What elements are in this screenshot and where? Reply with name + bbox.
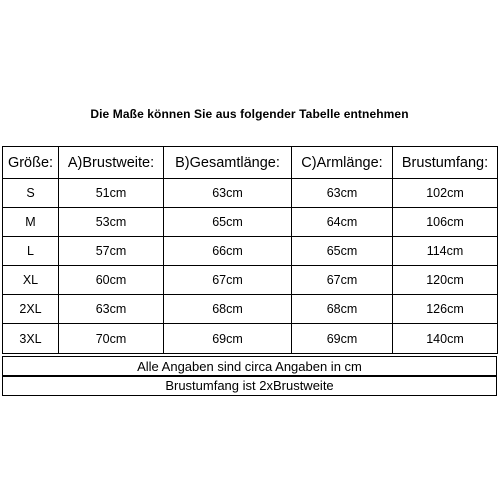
chest-circumference-cell: 120cm bbox=[393, 266, 498, 295]
size-cell: M bbox=[3, 208, 59, 237]
total-length-cell: 69cm bbox=[164, 324, 292, 354]
total-length-cell: 67cm bbox=[164, 266, 292, 295]
note-chest-circumference: Brustumfang ist 2xBrustweite bbox=[3, 376, 497, 396]
header-size: Größe: bbox=[3, 147, 59, 179]
size-cell: 3XL bbox=[3, 324, 59, 354]
total-length-cell: 63cm bbox=[164, 179, 292, 208]
page-title: Die Maße können Sie aus folgender Tabelle entnehmen bbox=[90, 107, 409, 121]
chest-width-cell: 70cm bbox=[59, 324, 164, 354]
total-length-cell: 66cm bbox=[164, 237, 292, 266]
note-chest-box bbox=[2, 375, 497, 396]
header-sleeve-length: C)Armlänge: bbox=[292, 147, 393, 179]
sleeve-length-cell: 64cm bbox=[292, 208, 393, 237]
size-cell: 2XL bbox=[3, 295, 59, 324]
size-cell: L bbox=[3, 237, 59, 266]
chest-width-cell: 57cm bbox=[59, 237, 164, 266]
table-row bbox=[3, 266, 498, 295]
table-row bbox=[3, 295, 498, 324]
chest-circumference-cell: 106cm bbox=[393, 208, 498, 237]
chest-width-cell: 63cm bbox=[59, 295, 164, 324]
sleeve-length-cell: 63cm bbox=[292, 179, 393, 208]
chest-width-cell: 60cm bbox=[59, 266, 164, 295]
total-length-cell: 65cm bbox=[164, 208, 292, 237]
chest-circumference-cell: 114cm bbox=[393, 237, 498, 266]
header-total-length: B)Gesamtlänge: bbox=[164, 147, 292, 179]
chest-width-cell: 51cm bbox=[59, 179, 164, 208]
sleeve-length-cell: 65cm bbox=[292, 237, 393, 266]
sleeve-length-cell: 68cm bbox=[292, 295, 393, 324]
table-row bbox=[3, 208, 498, 237]
chest-circumference-cell: 126cm bbox=[393, 295, 498, 324]
sleeve-length-cell: 69cm bbox=[292, 324, 393, 354]
note-approximate-box bbox=[2, 356, 497, 377]
header-chest-width: A)Brustweite: bbox=[59, 147, 164, 179]
note-approximate: Alle Angaben sind circa Angaben in cm bbox=[3, 357, 497, 377]
table-row bbox=[3, 237, 498, 266]
chest-circumference-cell: 140cm bbox=[393, 324, 498, 354]
sleeve-length-cell: 67cm bbox=[292, 266, 393, 295]
table-header-row bbox=[3, 147, 498, 179]
table-row bbox=[3, 324, 498, 354]
size-cell: XL bbox=[3, 266, 59, 295]
size-table bbox=[2, 146, 498, 354]
chest-circumference-cell: 102cm bbox=[393, 179, 498, 208]
total-length-cell: 68cm bbox=[164, 295, 292, 324]
chest-width-cell: 53cm bbox=[59, 208, 164, 237]
header-chest-circumference: Brustumfang: bbox=[393, 147, 498, 179]
size-cell: S bbox=[3, 179, 59, 208]
table-row bbox=[3, 179, 498, 208]
